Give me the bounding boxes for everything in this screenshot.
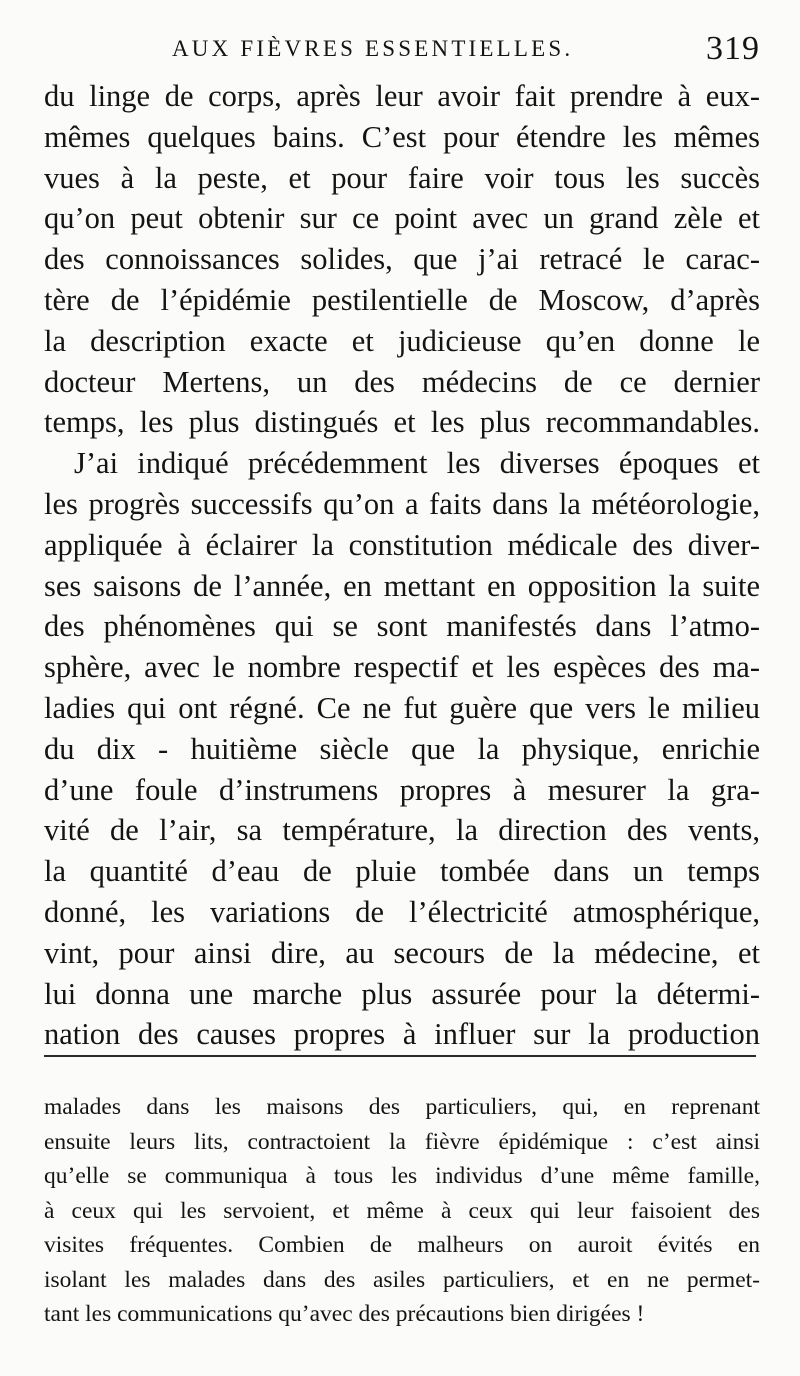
running-head [40,30,760,80]
footnote-line: à ceux qui les servoient, et même à ceux qui leur faisoient des [44,1197,760,1224]
text-line: des connoissances solides, que j’ai retracé le carac- [44,242,760,277]
footnote-line: tant les communications qu’avec des précautions bien dirigées ! [44,1301,645,1327]
text-line: qu’on peut obtenir sur ce point avec un grand zèle et [44,201,760,236]
footnote-line: visites fréquentes. Combien de malheurs on auroit évités en [44,1232,760,1258]
footnote-divider [44,1055,756,1057]
text-line: docteur Mertens, un des médecins de ce dernier [44,364,760,399]
text-line: tère de l’épidémie pestilentielle de Moscow, d’après [44,282,760,317]
text-line: sphère, avec le nombre respectif et les espèces des ma- [44,650,760,685]
text-line: du dix - huitième siècle que la physique, enrichie [44,731,760,766]
main-text [44,76,760,1055]
text-line: vint, pour ainsi dire, au secours de la médecine, et [44,935,760,970]
text-line: donné, les variations de l’électricité atmosphérique, [44,894,760,929]
running-title: AUX FIÈVRES ESSENTIELLES. [172,36,574,61]
text-line: vité de l’air, sa température, la direction des vents, [44,813,760,848]
footnote [44,1090,760,1332]
text-line: ses saisons de l’année, en mettant en opposition la suite [44,568,760,603]
text-line: ladies qui ont régné. Ce ne fut guère que vers le milieu [44,690,760,725]
footnote-line: isolant les malades dans des asiles particuliers, et en ne permet- [44,1266,760,1293]
footnote-line: ensuite leurs lits, contractoient la fièvre épidémique : c’est ainsi [44,1128,760,1155]
text-line: nation des causes propres à influer sur la production [44,1017,760,1052]
text-line: des phénomènes qui se sont manifestés dans l’atmo- [44,609,760,644]
text-line: mêmes quelques bains. C’est pour étendre les mêmes [44,119,760,154]
text-line: temps, les plus distingués et les plus recommandables. [44,405,760,440]
text-line: la description exacte et judicieuse qu’en donne le [44,323,760,358]
page-number: 319 [706,30,760,67]
text-line: la quantité d’eau de pluie tombée dans un temps [44,854,760,889]
text-line: les progrès successifs qu’on a faits dans la météorologie, [44,486,760,521]
text-line: vues à la peste, et pour faire voir tous les succès [44,160,760,195]
footnote-line: malades dans les maisons des particuliers, qui, en reprenant [44,1094,760,1120]
text-line: appliquée à éclairer la constitution médicale des diver- [44,527,760,562]
footnote-line: qu’elle se communiqua à tous les individus d’une même famille, [44,1163,760,1189]
text-line: d’une foule d’instrumens propres à mesurer la gra- [44,772,760,807]
paragraph-first-line: J’ai indiqué précédemment les diverses époques et [74,446,760,481]
text-line: lui donna une marche plus assurée pour la détermi- [44,976,760,1011]
text-line: du linge de corps, après leur avoir fait prendre à eux- [44,79,760,113]
